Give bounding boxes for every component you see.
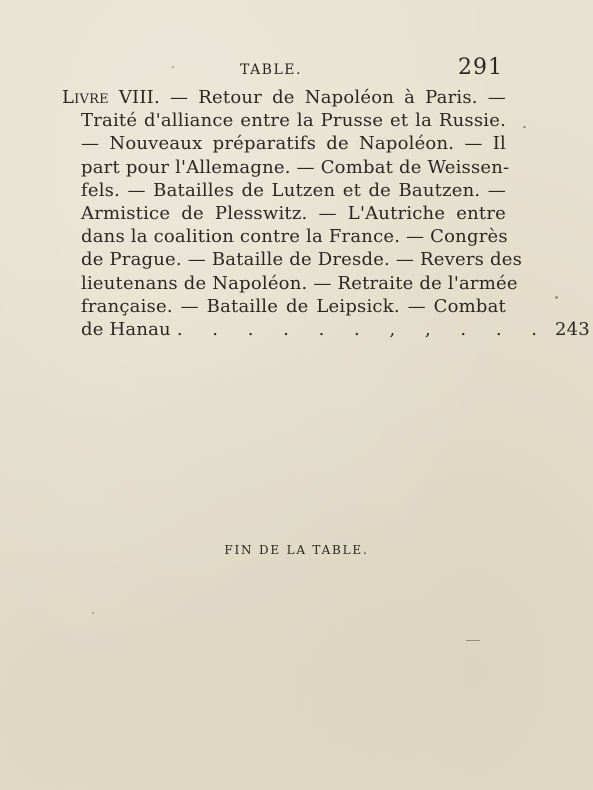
- paper-speck: [555, 296, 558, 299]
- entry-line-1: [62, 86, 506, 109]
- entry-line-10: française. — Bataille de Leipsick. — Combat: [81, 295, 506, 317]
- livre-label: Livre: [62, 87, 109, 108]
- entry-line-9: lieutenans de Napoléon. — Retraite de l'armée: [81, 272, 518, 294]
- table-entry-livre-viii: [62, 86, 590, 341]
- page-reference: 243: [555, 319, 590, 341]
- entry-line-7: dans la coalition contre la France. — Congrès: [81, 226, 508, 248]
- paper-speck: [172, 66, 174, 68]
- entry-line-last: [62, 318, 590, 341]
- running-title: TABLE.: [240, 62, 302, 78]
- entry-line-2: Traité d'alliance entre la Prusse et la Russie.: [81, 110, 506, 132]
- paper-speck: [92, 612, 94, 614]
- entry-line-6: Armistice de Plesswitz. — L'Autriche entre: [81, 203, 506, 225]
- entry-line-5: fels. — Batailles de Lutzen et de Bautzen. —: [81, 179, 506, 201]
- paper-speck: [523, 126, 526, 128]
- page-number: 291: [458, 55, 503, 80]
- entry-line-8: de Prague. — Bataille de Dresde. — Revers des: [81, 249, 523, 271]
- dot-leader: . . . . . . , , . . .: [176, 319, 549, 341]
- entry-line-4: part pour l'Allemagne. — Combat de Weissen-: [81, 156, 510, 178]
- entry-line-text: — Retour de Napoléon à Paris. —: [170, 87, 506, 108]
- livre-number: VIII.: [118, 87, 160, 108]
- paper-mark: [466, 640, 480, 641]
- end-of-table-label: FIN DE LA TABLE.: [224, 543, 369, 557]
- entry-last-text: de Hanau: [81, 319, 171, 341]
- entry-line-3: — Nouveaux préparatifs de Napoléon. — Il: [81, 133, 506, 155]
